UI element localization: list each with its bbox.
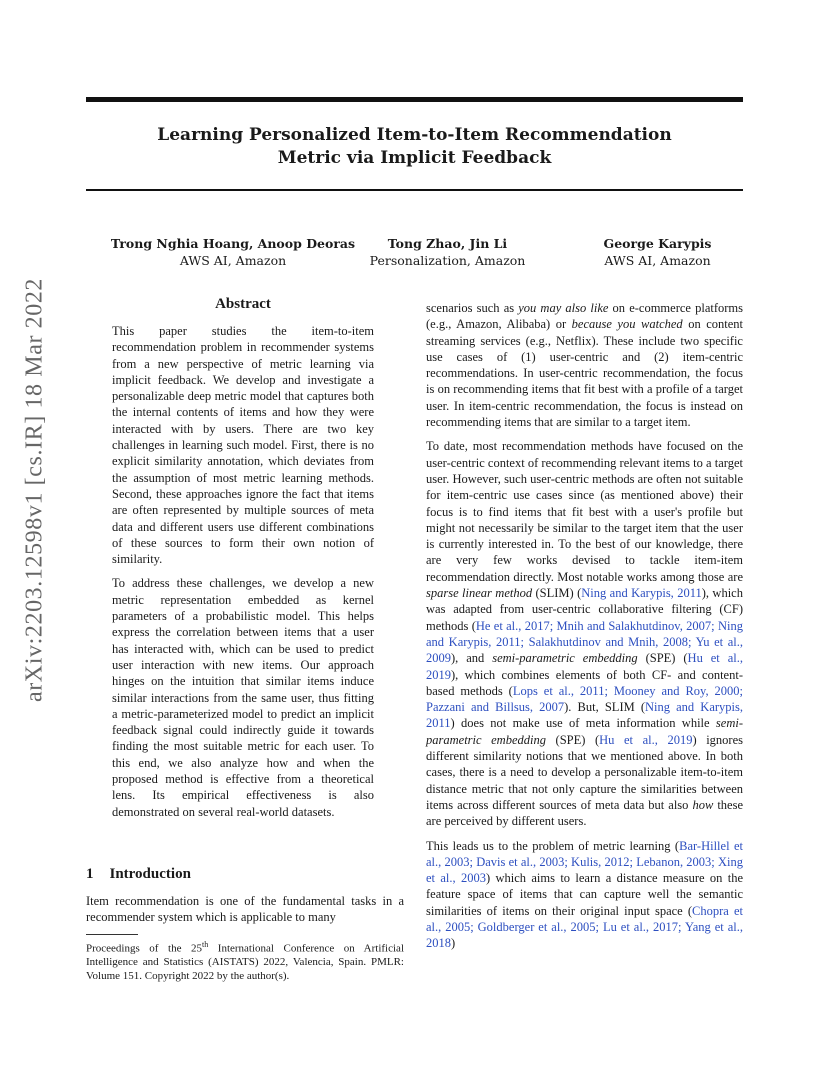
citation-link[interactable]: Bar-Hillel et al., 2003; Davis et al., 2003; Kulis, 2012; Lebanon, 2003; Xing et al., 2003 <box>426 838 743 886</box>
author-block-2 <box>360 235 535 269</box>
right-column <box>426 300 743 952</box>
author-names: Tong Zhao, Jin Li <box>387 236 508 251</box>
title-line-2: Metric via Implicit Feedback <box>277 148 552 168</box>
abstract-paragraph-1: This paper studies the item-to-item recommendation problem in recommender systems from a new perspective of metric learning via implicit feedback. We develop and investigate a personalizable deep metric model that captures both the internal contents of items and how they were interacted with by users. There are two key challenges in learning such model. First, there is no explicit similarity annotation, which deviates from the assumption of most metric learning methods. Second, these approaches ignore the fact that items are often represented by multiple sources of meta data and different users use different combinations of these sources to form their own notion of similarity. <box>112 324 374 567</box>
author-affiliation: AWS AI, Amazon <box>604 253 711 268</box>
author-block-3 <box>580 235 735 269</box>
footnote-rule <box>86 934 138 935</box>
top-rule <box>86 97 743 102</box>
right-paragraph-2: To date, most recommendation methods have focused on the user-centric context of recommending relevant items to a target user. However, such user-centric methods are often not suitable for item-centric use cases since (as mentioned above) their focus is to find items that fit best with a user's profile but might not necessarily be similar to the target item that the user is currently interested in. To the best of our knowledge, there are very few works devised to tackle item-item recommendation directly. Most notable works among those are sparse linear method (SLIM) (Ning and Karypis, 2011), which was adapted from user-centric collaborative filtering (CF) methods (He et al., 2017; Mnih and Salakhutdinov, 2007; Ning and Karypis, 2011; Salakhutdinov and Mnih, 2008; Yu et al., 2009), and semi-parametric embedding (SPE) (Hu et al., 2019), which combines elements of both CF- and content-based methods (Lops et al., 2011; Mooney and Roy, 2000; Pazzani and Billsus, 2007). But, SLIM (Ning and Karypis, 2011) does not make use of meta information while semi-parametric embedding (SPE) (Hu et al., 2019) ignores different similarity notions that we mentioned above. In both cases, there is a need to develop a personalizable item-to-item distance metric that not only capture the similarities between items across different sources of meta data but also how these are perceived by different users. <box>426 439 744 829</box>
footnote: Proceedings of the 25th International Conference on Artificial Intelligence and Statistics (AISTATS) 2022, Valencia, Spain. PMLR: Volume 151. Copyright 2022 by the author(s). <box>86 940 404 982</box>
right-paragraph-1: scenarios such as you may also like on e-commerce platforms (e.g., Amazon, Alibaba) or because you watched on content streaming services (e.g., Netflix). These include two specific use cases of (1) user-centric and (2) item-centric recommendations. In user-centric recommendation, the focus is on recommending items that fit best with a profile of a target user. In item-centric recommendation, the focus is instead on recommending items that are similar to a target item. <box>426 301 744 430</box>
author-affiliation: Personalization, Amazon <box>369 253 526 268</box>
author-block-1 <box>108 235 358 269</box>
citation-link[interactable]: Ning and Karypis, 2011 <box>581 586 702 601</box>
author-names: George Karypis <box>603 236 712 251</box>
citation-link[interactable]: He et al., 2017; Mnih and Salakhutdinov, 2007; Ning and Karypis, 2011; Salakhutdinov and Mnih, 2008; Yu et al., 2009 <box>426 618 743 666</box>
abstract-body <box>112 323 374 820</box>
abstract-paragraph-2: To address these challenges, we develop a new metric representation embedded as kernel parameters of a probabilistic model. This helps express the correlation between items that a user has interacted with, which can be used to predict user interaction with new items. Our approach hinges on the intuition that similar items induce similar interactions from the same user, thus fitting a metric-parameterized model to predict an implicit feedback signal could indirectly guide it towards finding the most suitable metric for each user. To this end, we also analyze how and when the proposed method is effective from a theoretical lens. Its empirical effectiveness is also demonstrated on several real-world datasets. <box>112 576 374 819</box>
arxiv-stamp <box>20 277 50 703</box>
citation-link[interactable]: Hu et al., 2019 <box>599 732 693 747</box>
citation-link[interactable]: Lops et al., 2011; Mooney and Roy, 2000; Pazzani and Billsus, 2007 <box>426 683 743 715</box>
section-heading-introduction <box>86 866 191 883</box>
citation-link[interactable]: Chopra et al., 2005; Goldberger et al., 2005; Lu et al., 2017; Yang et al., 2018 <box>426 903 743 951</box>
citation-link[interactable]: Ning and Karypis, 2011 <box>426 700 744 731</box>
author-names: Trong Nghia Hoang, Anoop Deoras <box>110 236 356 251</box>
right-paragraph-3: This leads us to the problem of metric learning (Bar-Hillel et al., 2003; Davis et al., 2003; Kulis, 2012; Lebanon, 2003; Xing et al., 2003) which aims to learn a distance measure on the feature space of items that can capture well the semantic similarities of items on their original input space (Chopra et al., 2005; Goldberger et al., 2005; Lu et al., 2017; Yang et al., 2018) <box>426 838 743 951</box>
title-line-1: Learning Personalized Item-to-Item Recommendation <box>157 125 672 145</box>
paper-title <box>86 124 743 170</box>
section-number: 1 <box>86 866 94 882</box>
intro-paragraph-1: Item recommendation is one of the fundamental tasks in a recommender system which is applicable to many <box>86 894 404 925</box>
abstract-heading: Abstract <box>215 296 271 312</box>
citation-link[interactable]: Hu et al., 2019 <box>426 651 743 682</box>
title-rule <box>86 189 743 191</box>
author-affiliation: AWS AI, Amazon <box>179 253 287 268</box>
section-title: Introduction <box>109 866 191 882</box>
arxiv-stamp-text: arXiv:2203.12598v1 [cs.IR] 18 Mar 2022 <box>21 277 48 703</box>
